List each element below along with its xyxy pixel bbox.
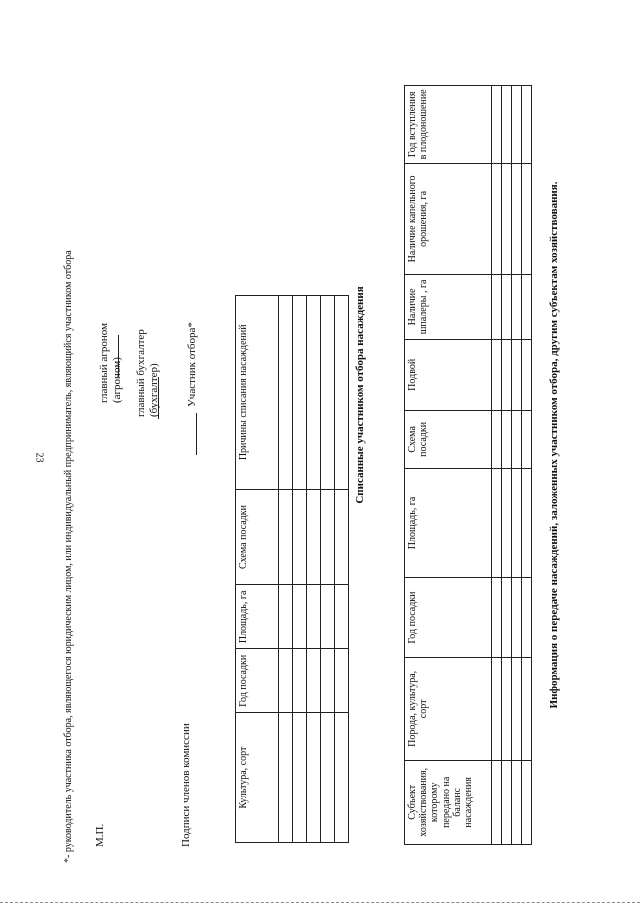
table1-header-cell: Наличие шпалеры , га: [405, 275, 492, 340]
table2-row: [307, 296, 321, 843]
signature-role-label: главный агроном (агроном): [98, 323, 123, 403]
signature-role-label: главный бухгалтер (бухгалтер): [135, 329, 160, 417]
stamp-label: М.П.: [94, 823, 106, 847]
table1-header-cell: Наличие капельного орошения, га: [405, 163, 492, 274]
table1-header-cell: Площадь, га: [405, 468, 492, 577]
table2-row: [335, 296, 349, 843]
table1-header-cell: Подвой: [405, 339, 492, 410]
table1-row: [512, 86, 522, 845]
table2-row: [279, 296, 293, 843]
table2-row: [321, 296, 335, 843]
signature-role-label: Участник отбора*: [186, 322, 198, 407]
page-number: 23: [33, 452, 45, 463]
signature-line: [196, 413, 197, 455]
table2-header-cell: Культура, сорт: [236, 713, 279, 843]
table2-header-cell: Площадь, га: [236, 585, 279, 649]
table1-row: [502, 86, 512, 845]
table1-title: Информация о передаче насаждений, заложенных участником отбора, другим субъектам хозяйствования.: [548, 181, 560, 709]
table1-header-cell: Схема посадки: [405, 410, 492, 468]
table2-row: [293, 296, 307, 843]
signatures-title: Подписи членов комиссии: [180, 723, 192, 847]
table1-row: [492, 86, 502, 845]
table1-header-cell: Год вступления в плодоношение: [405, 86, 492, 164]
table1: [404, 85, 532, 845]
table1-header-cell: Год посадки: [405, 577, 492, 657]
table1-header-cell: Порода, культура, сорт: [405, 658, 492, 760]
table2-header-cell: Причины списания насаждений: [236, 296, 279, 490]
table2-header-cell: Год посадки: [236, 649, 279, 713]
bottom-scan-edge: [0, 902, 640, 904]
table2-header-cell: Схема посадки: [236, 489, 279, 585]
table2: [235, 295, 349, 843]
table2-title: Списанные участником отбора насаждения: [354, 286, 366, 504]
table1-header-cell: Субъект хозяйствования, которому передано на баланс насаждения: [405, 760, 492, 844]
footnote: *- руководитель участника отбора, являющегося юридическим лицом, или индивидуальный предприниматель, являющийся участником отбора: [63, 250, 74, 863]
table1-row: [522, 86, 532, 845]
